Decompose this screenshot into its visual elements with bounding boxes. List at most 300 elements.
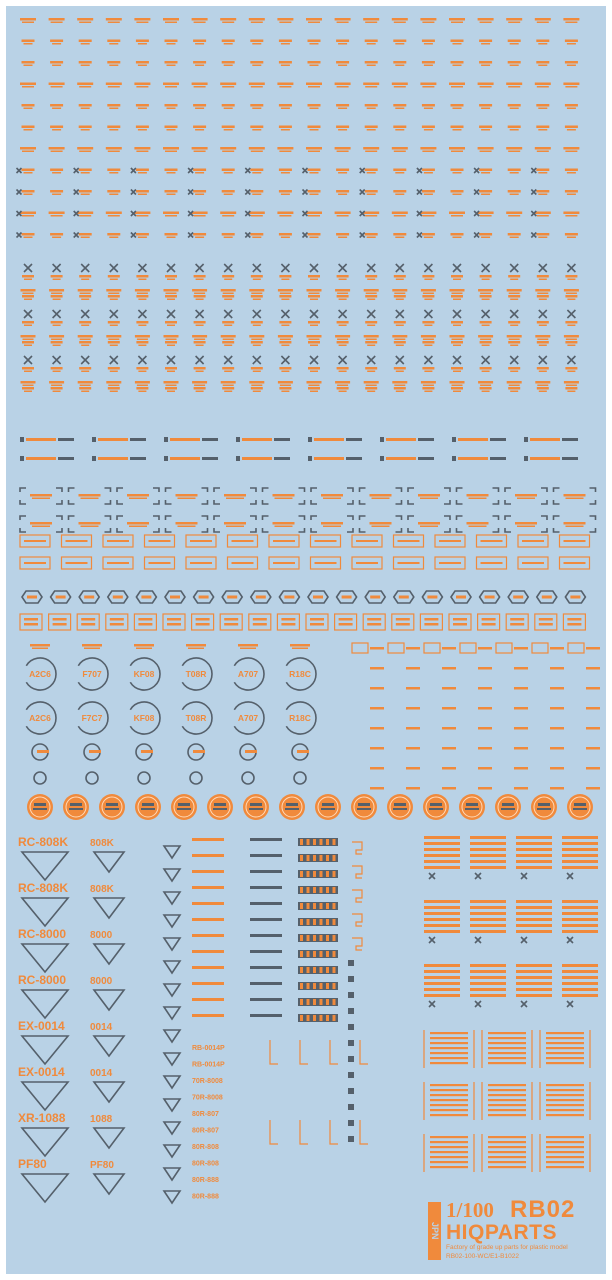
stencil-text-mark xyxy=(535,83,551,86)
stencil-text-mark xyxy=(394,367,406,370)
stencil-text-mark xyxy=(566,498,584,500)
stencil-text-mark xyxy=(365,233,378,236)
stencil-text-mark xyxy=(538,43,547,45)
stencil-text-mark xyxy=(424,108,433,110)
stencil-text-mark xyxy=(250,233,263,236)
hatched-panel xyxy=(298,886,338,894)
hatched-panel-stripe xyxy=(313,919,316,925)
text-panel-line xyxy=(488,1094,526,1096)
circle-code-label: KF08 xyxy=(133,713,155,723)
stencil-text-mark xyxy=(478,18,494,21)
code-plate-text xyxy=(110,623,124,626)
small-box xyxy=(532,643,548,653)
label-box-text xyxy=(398,540,420,542)
stencil-text-mark xyxy=(517,526,535,528)
stencil-text-mark xyxy=(165,104,178,107)
stencil-text-mark xyxy=(50,126,63,129)
stencil-text-mark xyxy=(52,65,61,67)
code-plate-text xyxy=(253,618,267,621)
stencil-text-mark xyxy=(110,371,118,373)
text-block-line xyxy=(470,970,506,973)
stencil-text-mark xyxy=(252,129,261,131)
stencil-text-mark xyxy=(508,61,521,64)
text-block-line xyxy=(424,854,460,857)
stencil-text-mark xyxy=(393,233,406,236)
stencil-text-mark xyxy=(508,86,520,88)
bar-cap xyxy=(164,456,168,461)
warning-triangle xyxy=(94,1082,124,1102)
hatched-panel-stripe xyxy=(320,919,323,925)
x-mark xyxy=(24,356,32,364)
stencil-text-mark xyxy=(514,707,528,710)
stencil-text-mark xyxy=(165,86,177,88)
stencil-text-mark xyxy=(252,108,261,110)
hex-tag-text xyxy=(427,596,437,599)
stencil-text-mark xyxy=(550,707,564,710)
stencil-text-mark xyxy=(538,129,547,131)
stencil-text-mark xyxy=(406,647,420,650)
stencil-text-mark xyxy=(514,687,528,690)
stencil-text-mark xyxy=(106,381,121,384)
stencil-text-mark xyxy=(22,295,34,298)
brand-scale: 1/100 xyxy=(446,1198,494,1222)
stencil-text-mark xyxy=(134,18,150,21)
text-block-line xyxy=(562,912,598,915)
stencil-text-mark xyxy=(108,341,120,344)
round-emblem-text xyxy=(285,808,299,810)
hatched-panel-stripe xyxy=(333,999,336,1005)
code-plate-text xyxy=(539,623,553,626)
stencil-text-mark xyxy=(453,325,461,327)
stencil-text-mark xyxy=(566,385,577,387)
stencil-text-mark xyxy=(108,339,119,341)
x-mark xyxy=(360,190,365,195)
stencil-text-mark xyxy=(514,767,528,770)
code-plate-text xyxy=(510,618,524,621)
text-panel-line xyxy=(488,1166,526,1168)
code-plate-text xyxy=(453,623,467,626)
code-plate xyxy=(277,614,299,630)
x-mark xyxy=(521,873,527,879)
brand-name: HIQPARTS xyxy=(446,1221,557,1244)
text-panel-line xyxy=(546,1032,584,1034)
stencil-text-mark xyxy=(192,18,208,21)
stencil-text-mark xyxy=(253,345,261,347)
stencil-text-mark xyxy=(193,169,206,172)
stencil-text-mark xyxy=(279,22,291,24)
stencil-text-mark xyxy=(308,86,320,88)
stencil-text-mark xyxy=(79,494,101,497)
text-block-line xyxy=(562,982,598,985)
stencil-text-mark xyxy=(222,275,234,278)
triangle-label: 808K xyxy=(90,884,114,895)
stencil-text-mark xyxy=(24,43,33,45)
x-mark xyxy=(531,233,536,238)
bar-stripe xyxy=(170,457,200,460)
text-panel-line xyxy=(430,1032,468,1034)
stencil-text-mark xyxy=(136,22,148,24)
round-emblem xyxy=(99,794,125,820)
stencil-text-mark xyxy=(195,43,204,45)
stencil-text-mark xyxy=(79,126,92,129)
stencil-text-mark xyxy=(253,279,261,281)
text-block-line xyxy=(562,918,598,921)
label-box-text xyxy=(66,562,88,564)
code-plate-text xyxy=(539,618,553,621)
text-panel-line xyxy=(430,1146,468,1148)
text-block-line xyxy=(562,988,598,991)
square-mark xyxy=(348,1008,354,1014)
stencil-text-mark xyxy=(308,104,321,107)
code-plate-text xyxy=(567,618,581,621)
stencil-text-mark xyxy=(222,169,235,172)
text-block-line xyxy=(424,860,460,863)
stencil-text-mark xyxy=(310,237,319,239)
stencil-text-mark xyxy=(52,108,61,110)
stencil-text-mark xyxy=(24,129,33,131)
round-emblem xyxy=(387,794,413,820)
stencil-text-mark xyxy=(251,367,263,370)
stencil-text-mark xyxy=(535,381,550,384)
stencil-text-mark xyxy=(392,83,408,86)
stencil-text-mark xyxy=(423,385,434,387)
text-panel-line xyxy=(546,1099,584,1101)
bar-cap xyxy=(524,456,528,461)
stencil-text-mark xyxy=(510,43,519,45)
stencil-text-mark xyxy=(442,747,456,750)
bar-cap xyxy=(92,437,96,442)
square-mark xyxy=(348,1072,354,1078)
text-panel-line xyxy=(430,1047,468,1049)
stencil-text-mark xyxy=(514,667,528,670)
stencil-text-mark xyxy=(250,190,263,193)
stencil-text-mark xyxy=(442,687,456,690)
small-triangle xyxy=(164,869,180,881)
text-block-line xyxy=(516,854,552,857)
stencil-text-mark xyxy=(509,385,520,387)
stencil-text-mark xyxy=(535,147,551,150)
hex-tag-text xyxy=(456,596,466,599)
stencil-text-mark xyxy=(392,289,407,292)
stencil-text-mark xyxy=(280,385,291,387)
stencil-text-mark xyxy=(250,104,263,107)
stencil-text-mark xyxy=(452,339,463,341)
stencil-text-mark xyxy=(567,345,575,347)
stencil-text-mark xyxy=(422,40,435,43)
stencil-text-mark xyxy=(564,289,579,292)
x-mark xyxy=(567,873,573,879)
text-panel-line xyxy=(488,1057,526,1059)
stencil-text-mark xyxy=(194,321,206,324)
stencil-text-mark xyxy=(395,43,404,45)
bar-stripe xyxy=(490,438,506,441)
stencil-text-mark xyxy=(365,86,377,88)
warning-triangle xyxy=(94,852,124,872)
stencil-text-mark xyxy=(335,212,351,215)
stencil-text-mark xyxy=(279,321,291,324)
stencil-text-mark xyxy=(367,65,376,67)
circle-code-label: F7C7 xyxy=(81,713,103,723)
stencil-text-mark xyxy=(567,172,576,174)
stencil-text-mark xyxy=(453,194,462,196)
code-plate-text xyxy=(196,618,210,621)
x-mark xyxy=(131,233,136,238)
text-panel-line xyxy=(430,1037,468,1039)
small-triangle xyxy=(164,1145,180,1157)
stencil-text-mark xyxy=(406,687,420,690)
stencil-text-mark xyxy=(566,339,577,341)
stencil-text-mark xyxy=(167,299,175,301)
bracket-mark xyxy=(352,938,362,950)
stencil-text-mark xyxy=(367,299,375,301)
text-block-line xyxy=(562,842,598,845)
stencil-text-mark xyxy=(364,335,379,338)
stencil-text-mark xyxy=(510,129,519,131)
stencil-text-mark xyxy=(537,295,549,298)
text-panel-line xyxy=(546,1089,584,1091)
text-panel-line xyxy=(546,1047,584,1049)
x-mark xyxy=(196,310,204,318)
hatched-panel-stripe xyxy=(326,983,329,989)
stencil-text-mark xyxy=(49,83,65,86)
text-block-line xyxy=(562,866,598,869)
stencil-text-mark xyxy=(220,83,236,86)
text-panel-line xyxy=(488,1156,526,1158)
hatched-panel-stripe xyxy=(333,855,336,861)
x-mark xyxy=(453,310,461,318)
stencil-text-mark xyxy=(50,190,63,193)
stencil-text-mark xyxy=(32,648,48,650)
hatched-panel-stripe xyxy=(333,887,336,893)
corner-bracket xyxy=(300,1120,308,1144)
stencil-text-mark xyxy=(306,83,322,86)
stencil-text-mark xyxy=(422,367,434,370)
x-mark xyxy=(482,264,490,272)
stencil-text-mark xyxy=(222,86,234,88)
x-mark xyxy=(360,233,365,238)
stencil-text-mark xyxy=(364,289,379,292)
stencil-text-mark xyxy=(539,345,547,347)
stencil-text-mark xyxy=(167,371,175,373)
stencil-text-mark xyxy=(451,275,463,278)
stencil-text-mark xyxy=(451,22,463,24)
stencil-text-mark xyxy=(482,299,490,301)
stencil-text-mark xyxy=(536,169,549,172)
x-mark xyxy=(17,168,22,173)
stencil-text-mark xyxy=(81,108,90,110)
stencil-text-mark xyxy=(167,237,176,239)
stencil-text-mark xyxy=(481,65,490,67)
stencil-text-mark xyxy=(224,371,232,373)
code-plate-text xyxy=(424,618,438,621)
x-mark xyxy=(475,873,481,879)
stencil-text-mark xyxy=(424,345,432,347)
stencil-text-mark xyxy=(370,494,392,497)
x-mark xyxy=(510,310,518,318)
stencil-text-mark xyxy=(186,644,206,647)
small-ring xyxy=(138,772,150,784)
stencil-text-mark xyxy=(281,194,290,196)
stencil-text-mark xyxy=(420,147,436,150)
text-block-line xyxy=(424,976,460,979)
hatched-panel-stripe xyxy=(320,887,323,893)
text-block-line xyxy=(562,854,598,857)
stencil-text-mark xyxy=(81,172,90,174)
stencil-text-mark xyxy=(422,387,434,390)
x-mark xyxy=(281,310,289,318)
code-plate-text xyxy=(167,623,181,626)
stencil-text-mark xyxy=(565,367,577,370)
code-plate-text xyxy=(482,618,496,621)
stencil-text-mark xyxy=(586,747,600,750)
x-mark xyxy=(339,264,347,272)
stencil-text-mark xyxy=(537,151,549,153)
stencil-text-mark xyxy=(537,215,549,217)
stencil-text-mark xyxy=(196,325,204,327)
chevron-strip xyxy=(250,998,282,1001)
model-code-label: RB-0014P xyxy=(192,1045,225,1052)
stencil-text-mark xyxy=(422,104,435,107)
stencil-text-mark xyxy=(106,335,121,338)
stencil-text-mark xyxy=(480,339,491,341)
hatched-panel-stripe xyxy=(307,871,310,877)
hatched-panel xyxy=(298,982,338,990)
stencil-text-mark xyxy=(550,687,564,690)
stencil-text-mark xyxy=(110,345,118,347)
stencil-text-mark xyxy=(250,40,263,43)
stencil-text-mark xyxy=(278,289,293,292)
stencil-text-mark xyxy=(421,289,436,292)
stencil-text-mark xyxy=(224,345,232,347)
stencil-text-mark xyxy=(566,293,577,295)
x-mark xyxy=(53,310,61,318)
x-mark xyxy=(24,310,32,318)
stencil-text-mark xyxy=(480,387,492,390)
bar-stripe xyxy=(386,457,416,460)
stencil-text-mark xyxy=(336,104,349,107)
stencil-text-mark xyxy=(451,341,463,344)
bar-stripe xyxy=(458,457,488,460)
stencil-text-mark xyxy=(394,387,406,390)
stencil-text-mark xyxy=(49,18,65,21)
stencil-text-mark xyxy=(424,299,432,301)
text-panel-line xyxy=(546,1114,584,1116)
stencil-text-mark xyxy=(167,108,176,110)
stencil-text-mark xyxy=(136,321,148,324)
chevron-strip xyxy=(250,966,282,969)
stencil-text-mark xyxy=(222,22,234,24)
text-panel-line xyxy=(430,1109,468,1111)
stencil-text-mark xyxy=(195,237,204,239)
stencil-text-mark xyxy=(337,22,349,24)
stencil-text-mark xyxy=(508,104,521,107)
stencil-text-mark xyxy=(481,43,490,45)
stencil-text-mark xyxy=(507,335,522,338)
code-plate-text xyxy=(110,618,124,621)
model-code-label: RB-0014P xyxy=(192,1061,225,1069)
text-panel-line xyxy=(430,1114,468,1116)
stencil-text-mark xyxy=(134,212,150,215)
stencil-text-mark xyxy=(480,367,492,370)
text-panel-line xyxy=(546,1062,584,1064)
chevron-strip xyxy=(250,854,282,857)
label-box-text xyxy=(398,562,420,564)
stencil-text-mark xyxy=(394,275,406,278)
stencil-text-mark xyxy=(308,215,320,217)
round-emblem xyxy=(351,794,377,820)
stencil-text-mark xyxy=(565,169,578,172)
stencil-text-mark xyxy=(450,289,465,292)
x-mark xyxy=(429,873,435,879)
stencil-text-mark xyxy=(310,108,319,110)
stencil-text-mark xyxy=(367,43,376,45)
label-box-text xyxy=(273,562,295,564)
text-block-line xyxy=(424,964,460,967)
hatched-panel-stripe xyxy=(320,999,323,1005)
stencil-text-mark xyxy=(107,61,120,64)
bar-stripe xyxy=(274,457,290,460)
code-plate xyxy=(335,614,357,630)
stencil-text-mark xyxy=(165,40,178,43)
stencil-text-mark xyxy=(396,279,404,281)
x-mark xyxy=(245,168,250,173)
stencil-text-mark xyxy=(306,212,322,215)
stencil-text-mark xyxy=(136,367,148,370)
stencil-text-mark xyxy=(52,43,61,45)
stencil-text-mark xyxy=(510,391,518,393)
stencil-text-mark xyxy=(136,387,148,390)
round-emblem-text xyxy=(250,803,262,806)
stencil-text-mark xyxy=(510,108,519,110)
stencil-text-mark xyxy=(338,129,347,131)
square-mark xyxy=(348,1104,354,1110)
hatched-panel-stripe xyxy=(326,919,329,925)
stencil-text-mark xyxy=(394,321,406,324)
x-mark xyxy=(453,264,461,272)
stencil-text-mark xyxy=(195,194,204,196)
stencil-text-mark xyxy=(277,212,293,215)
hatched-panel-stripe xyxy=(320,839,323,845)
stencil-text-mark xyxy=(481,237,490,239)
stencil-text-mark xyxy=(81,129,90,131)
stencil-text-mark xyxy=(563,83,579,86)
round-emblem-text xyxy=(574,803,586,806)
stencil-text-mark xyxy=(79,86,91,88)
text-block-line xyxy=(424,906,460,909)
stencil-text-mark xyxy=(508,367,520,370)
label-box-text xyxy=(24,562,46,564)
stencil-text-mark xyxy=(279,275,291,278)
stencil-text-mark xyxy=(129,526,147,528)
text-block-line xyxy=(562,924,598,927)
stencil-text-mark xyxy=(163,83,179,86)
text-panel-line xyxy=(546,1141,584,1143)
stencil-text-mark xyxy=(424,391,432,393)
stencil-text-mark xyxy=(335,18,351,21)
stencil-text-mark xyxy=(252,43,261,45)
stencil-text-mark xyxy=(482,325,490,327)
text-panel-line xyxy=(430,1099,468,1101)
stencil-text-mark xyxy=(281,325,289,327)
warning-triangle xyxy=(22,1174,68,1202)
stencil-text-mark xyxy=(535,212,551,215)
stencil-text-mark xyxy=(392,335,407,338)
round-emblem-text xyxy=(178,803,190,806)
stencil-text-mark xyxy=(22,341,34,344)
x-mark xyxy=(339,356,347,364)
hex-tag-text xyxy=(313,596,323,599)
stencil-text-mark xyxy=(478,83,494,86)
